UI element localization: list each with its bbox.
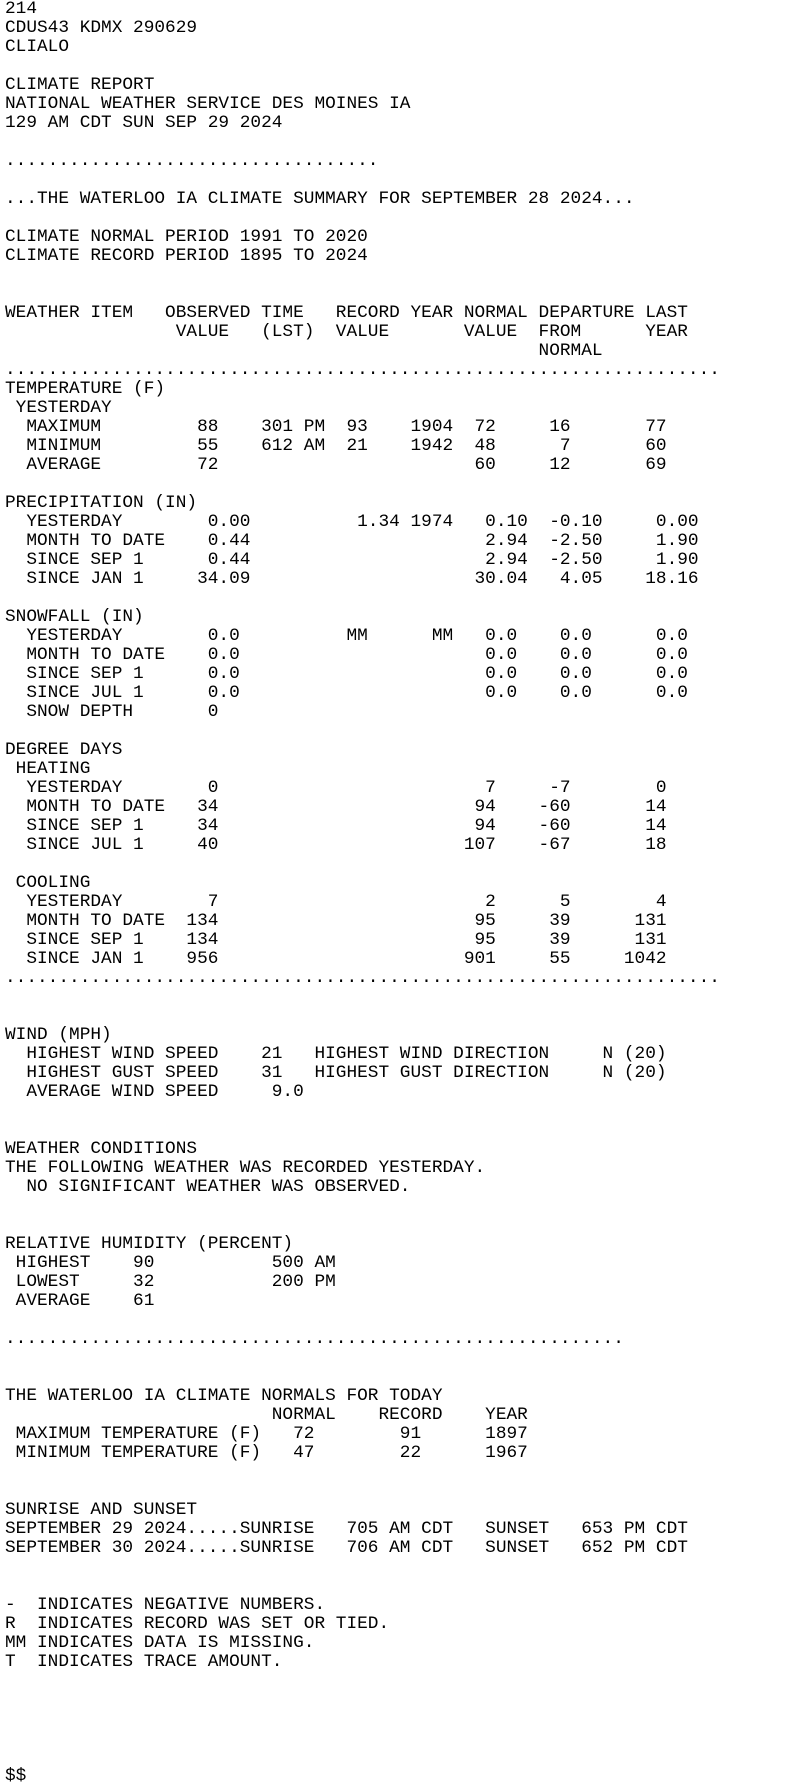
report-line	[5, 1482, 810, 1501]
report-line	[5, 1729, 810, 1748]
report-line: WEATHER ITEM OBSERVED TIME RECORD YEAR NORMAL DEPARTURE LAST	[5, 303, 688, 323]
report-line: MINIMUM 55 612 AM 21 1942 48 7 60	[5, 436, 667, 456]
report-line	[5, 1007, 810, 1026]
report-line: SNOW DEPTH 0	[5, 702, 219, 722]
report-line: NORMAL	[5, 341, 603, 361]
report-line: RELATIVE HUMIDITY (PERCENT)	[5, 1234, 294, 1254]
report-line: MONTH TO DATE 0.0 0.0 0.0 0.0	[5, 645, 688, 665]
report-line	[5, 1349, 810, 1368]
report-line	[5, 855, 810, 874]
report-line	[5, 133, 810, 152]
report-line: CLIMATE REPORT	[5, 75, 155, 95]
report-line	[5, 209, 810, 228]
report-line: HEATING	[5, 759, 91, 779]
report-line	[5, 1748, 810, 1767]
report-line	[5, 171, 810, 190]
report-line: ...................................................................	[5, 968, 720, 988]
report-line: NO SIGNIFICANT WEATHER WAS OBSERVED.	[5, 1177, 411, 1197]
report-line: ...................................................................	[5, 360, 720, 380]
report-line: WIND (MPH)	[5, 1025, 112, 1045]
report-line	[5, 1691, 810, 1710]
report-line: MAXIMUM 88 301 PM 93 1904 72 16 77	[5, 417, 667, 437]
report-line	[5, 1672, 810, 1691]
report-line: YESTERDAY 0.00 1.34 1974 0.10 -0.10 0.00	[5, 512, 699, 532]
report-line: VALUE (LST) VALUE VALUE FROM YEAR	[5, 322, 688, 342]
report-line	[5, 589, 810, 608]
report-line	[5, 1121, 810, 1140]
report-line	[5, 988, 810, 1007]
report-line: SINCE JAN 1 956 901 55 1042	[5, 949, 667, 969]
report-line: THE WATERLOO IA CLIMATE NORMALS FOR TODAY	[5, 1386, 443, 1406]
report-line: NATIONAL WEATHER SERVICE DES MOINES IA	[5, 94, 411, 114]
report-line: SUNRISE AND SUNSET	[5, 1500, 198, 1520]
report-line	[5, 1368, 810, 1387]
report-line: MONTH TO DATE 134 95 39 131	[5, 911, 667, 931]
report-line	[5, 1311, 810, 1330]
report-line: ...THE WATERLOO IA CLIMATE SUMMARY FOR SEPTEMBER 28 2024...	[5, 189, 635, 209]
report-line	[5, 722, 810, 741]
report-line: MAXIMUM TEMPERATURE (F) 72 91 1897	[5, 1424, 528, 1444]
report-line	[5, 1216, 810, 1235]
report-line: SINCE JUL 1 0.0 0.0 0.0 0.0	[5, 683, 688, 703]
report-line: MINIMUM TEMPERATURE (F) 47 22 1967	[5, 1443, 528, 1463]
report-line: NORMAL RECORD YEAR	[5, 1405, 528, 1425]
report-line: AVERAGE 61	[5, 1291, 155, 1311]
report-line: T INDICATES TRACE AMOUNT.	[5, 1652, 283, 1672]
report-line: SEPTEMBER 30 2024.....SUNRISE 706 AM CDT SUNSET 652 PM CDT	[5, 1538, 688, 1558]
report-line: SINCE SEP 1 34 94 -60 14	[5, 816, 667, 836]
report-line	[5, 285, 810, 304]
report-line: MONTH TO DATE 0.44 2.94 -2.50 1.90	[5, 531, 699, 551]
report-line: HIGHEST 90 500 AM	[5, 1253, 336, 1273]
report-line	[5, 57, 810, 76]
report-line: 214	[5, 0, 38, 19]
report-line: HIGHEST WIND SPEED 21 HIGHEST WIND DIRECTION N (20)	[5, 1044, 667, 1064]
report-line	[5, 1577, 810, 1596]
report-line: SEPTEMBER 29 2024.....SUNRISE 705 AM CDT SUNSET 653 PM CDT	[5, 1519, 688, 1539]
report-line: MONTH TO DATE 34 94 -60 14	[5, 797, 667, 817]
report-line	[5, 1102, 810, 1121]
report-line: ...................................	[5, 151, 379, 171]
report-line: PRECIPITATION (IN)	[5, 493, 198, 513]
report-line	[5, 1463, 810, 1482]
report-line: - INDICATES NEGATIVE NUMBERS.	[5, 1595, 326, 1615]
report-line: LOWEST 32 200 PM	[5, 1272, 336, 1292]
report-line: MM INDICATES DATA IS MISSING.	[5, 1633, 315, 1653]
report-line: $$	[5, 1766, 27, 1786]
report-line: CLIALO	[5, 37, 70, 57]
report-line: YESTERDAY 7 2 5 4	[5, 892, 667, 912]
report-line: SINCE JUL 1 40 107 -67 18	[5, 835, 667, 855]
report-line: THE FOLLOWING WEATHER WAS RECORDED YESTERDAY.	[5, 1158, 486, 1178]
report-line: YESTERDAY 0 7 -7 0	[5, 778, 667, 798]
report-line	[5, 475, 810, 494]
report-line: DEGREE DAYS	[5, 740, 123, 760]
report-line: AVERAGE WIND SPEED 9.0	[5, 1082, 304, 1102]
report-line: 129 AM CDT SUN SEP 29 2024	[5, 113, 283, 133]
report-line: SINCE SEP 1 0.0 0.0 0.0 0.0	[5, 664, 688, 684]
report-line: HIGHEST GUST SPEED 31 HIGHEST GUST DIRECTION N (20)	[5, 1063, 667, 1083]
report-line: CLIMATE NORMAL PERIOD 1991 TO 2020	[5, 227, 368, 247]
report-line: SINCE SEP 1 0.44 2.94 -2.50 1.90	[5, 550, 699, 570]
report-line: AVERAGE 72 60 12 69	[5, 455, 667, 475]
report-line: R INDICATES RECORD WAS SET OR TIED.	[5, 1614, 390, 1634]
report-line: CLIMATE RECORD PERIOD 1895 TO 2024	[5, 246, 368, 266]
report-line: YESTERDAY	[5, 398, 112, 418]
report-line	[5, 1558, 810, 1577]
report-line: ..........................................................	[5, 1329, 624, 1349]
report-line: YESTERDAY 0.0 MM MM 0.0 0.0 0.0	[5, 626, 688, 646]
report-line: CDUS43 KDMX 290629	[5, 18, 198, 38]
report-line: WEATHER CONDITIONS	[5, 1139, 198, 1159]
report-line: SINCE SEP 1 134 95 39 131	[5, 930, 667, 950]
report-line	[5, 266, 810, 285]
report-line: COOLING	[5, 873, 91, 893]
report-line: SINCE JAN 1 34.09 30.04 4.05 18.16	[5, 569, 699, 589]
report-line	[5, 1197, 810, 1216]
report-line	[5, 1710, 810, 1729]
report-line: TEMPERATURE (F)	[5, 379, 166, 399]
report-line: SNOWFALL (IN)	[5, 607, 144, 627]
